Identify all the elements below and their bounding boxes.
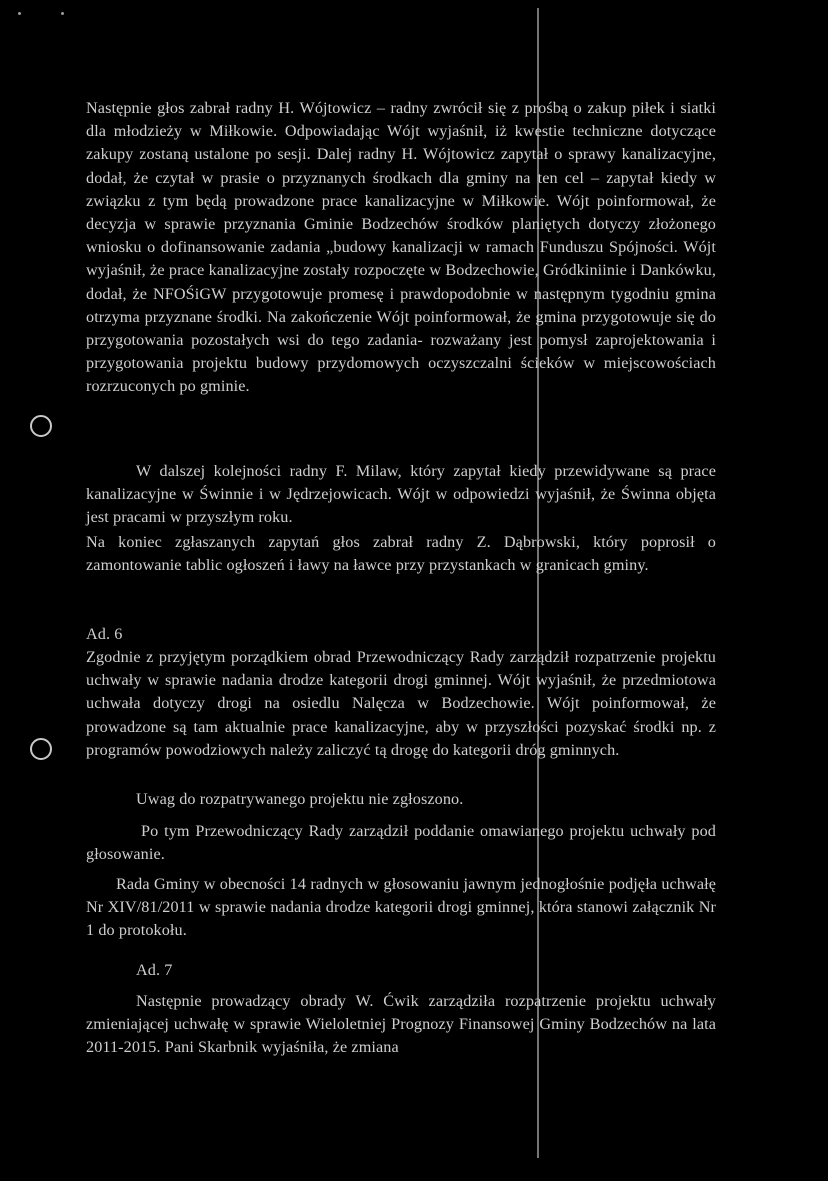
paragraph-questions-milaw: W dalszej kolejności radny F. Milaw, który zapytał kiedy przewidywane są prace kanalizacyjne w Świnnie i w Jędrzejowicach. Wójt w odpowiedzi wyjaśnił, że Świnna objęta jest pracami w przyszłym roku.	[86, 462, 716, 527]
paragraph-questions-wojtowicz: Następnie głos zabrał radny H. Wójtowicz – radny zwrócił się z prośbą o zakup piłek i siatki dla młodzieży w Miłkowie. Odpowiadając Wójt wyjaśnił, iż kwestie techniczne dotyczące zakupy zostaną ustalone po sesji. Dalej radny H. Wójtowicz zapytał o sprawy kanalizacyjne, dodał, że czytał w prasie o przyznanych środkach dla gminy na ten cel – zapytał kiedy w związku z tym będą prowadzone prace kanalizacyjne w Miłkowie. Wójt poinformował, że decyzja w sprawie przyznania Gminie Bodzechów środków planiętych dotyczy złożonego wniosku o dofinansowanie zadania „budowy kanalizacji w ramach Funduszu Spójności. Wójt wyjaśnił, że prace kanalizacyjne zostały rozpoczęte w Bodzechowie, Gródkiniinie i Dankówku, dodał, że NFOŚiGW przygotowuje promesę i prawdopodobnie w następnym tygodniu gmina otrzyma przyznane środki. Na zakończenie Wójt poinformował, że gmina przygotowuje się do przygotowania pozostałych wsi do tego zadania- rozważany jest pomysł zaprojektowania i przygotowania projektu budowy przydomowych oczyszczalni ścieków w miejscowościach rozrzuconych po gminie.	[86, 99, 716, 396]
scan-mark	[18, 12, 21, 15]
paragraph-no-remarks: Uwag do rozpatrywanego projektu nie zgłoszono.	[136, 790, 464, 808]
paragraph-financial-forecast: Następnie prowadzący obrady W. Ćwik zarządziła rozpatrzenie projektu uchwały zmieniającej uchwałę w sprawie Wieloletniej Prognozy Finansowej Gminy Bodzechów na lata 2011-2015. Pani Skarbnik wyjaśniła, że zmiana	[86, 992, 716, 1057]
paragraph-resolution-adopted: Rada Gminy w obecności 14 radnych w głosowaniu jawnym jednogłośnie podjęła uchwałę Nr XIV/81/2011 w sprawie nadania drodze kategorii drogi gminnej, która stanowi załącznik Nr 1 do protokołu.	[86, 875, 716, 940]
scan-mark	[61, 12, 64, 15]
paragraph-vote-call: Po tym Przewodniczący Rady zarządził poddanie omawianego projektu uchwały pod głosowanie.	[86, 822, 716, 864]
paragraph-road-category: Zgodnie z przyjętym porządkiem obrad Przewodniczący Rady zarządził rozpatrzenie projektu uchwały w sprawie nadania drodze kategorii drogi gminnej. Wójt wyjaśnił, że przedmiotowa uchwała dotyczy drogi na osiedlu Nalęcza w Bodzechowie. Wójt poinformował, że prowadzone są tam aktualnie prace kanalizacyjne, aby w przyszłości pozyskać środki np. z programów powodziowych należy zaliczyć tą drogę do kategorii dróg gminnych.	[86, 648, 716, 759]
paragraph-questions-dabrowski: Na koniec zgłaszanych zapytań głos zabrał radny Z. Dąbrowski, który poprosił o zamontowanie tablic ogłoszeń i ławy na ławce przy przystankach w granicach gminy.	[86, 533, 716, 575]
punch-hole-icon	[30, 738, 52, 760]
section-heading-ad7: Ad. 7	[136, 961, 173, 979]
section-heading-ad6: Ad. 6	[86, 625, 123, 643]
punch-hole-icon	[30, 415, 52, 437]
